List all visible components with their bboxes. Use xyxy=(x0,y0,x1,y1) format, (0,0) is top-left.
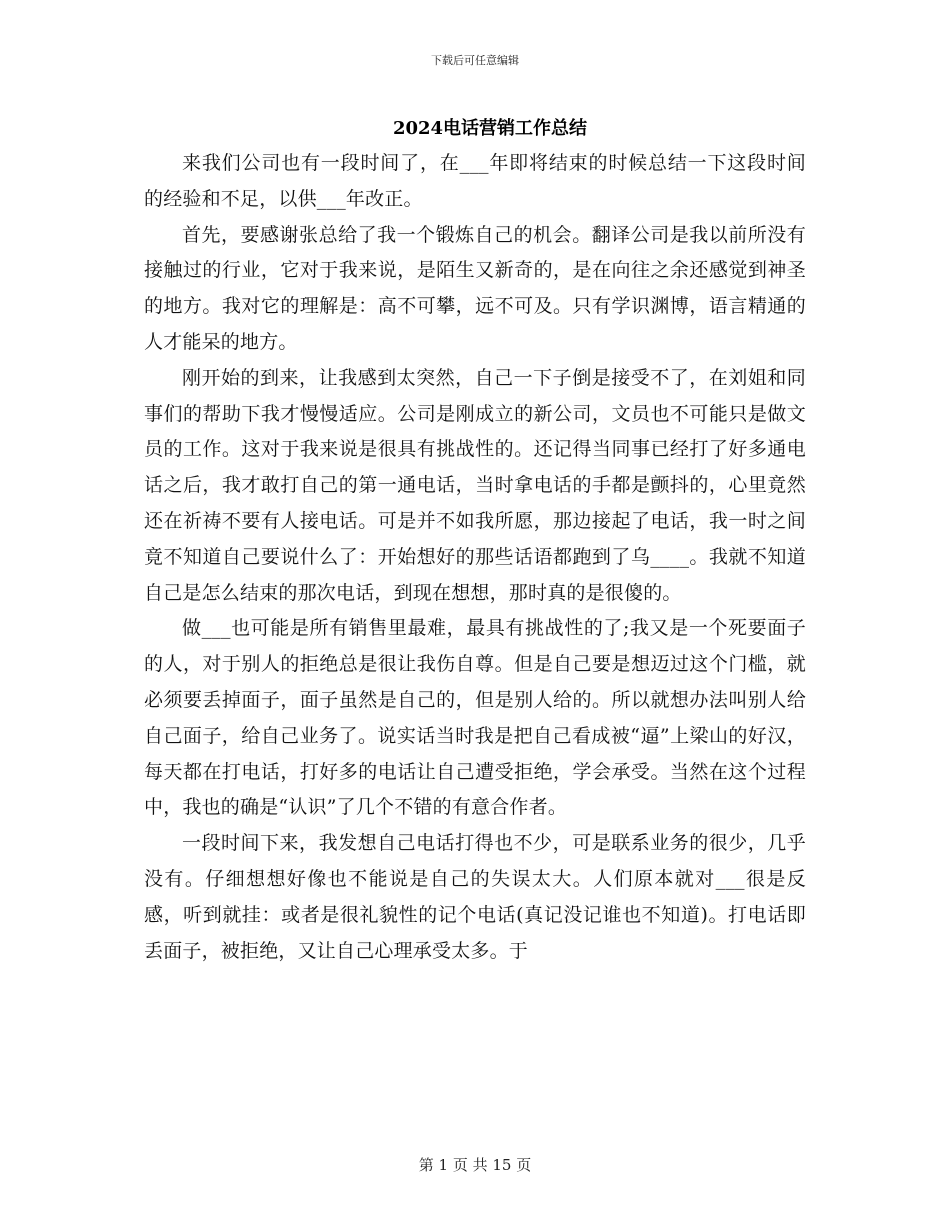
paragraph-2: 首先，要感谢张总给了我一个锻炼自己的机会。翻译公司是我以前所没有接触过的行业，它对于我来说，是陌生又新奇的，是在向往之余还感觉到神圣的地方。我对它的理解是：高不可攀，远不可及。只有学识渊博，语言精通的人才能呆的地方。 xyxy=(144,223,806,353)
document-title: 2024电话营销工作总结 xyxy=(392,118,588,139)
page-number-footer: 第 1 页 共 15 页 xyxy=(418,1156,532,1174)
paragraph-3: 刚开始的到来，让我感到太突然，自己一下子倒是接受不了，在刘姐和同事们的帮助下我才慢慢适应。公司是刚成立的新公司，文员也不可能只是做文员的工作。这对于我来说是很具有挑战性的。还记得当同事已经打了好多通电话之后，我才敢打自己的第一通电话，当时拿电话的手都是颤抖的，心里竟然还在祈祷不要有人接电话。可是并不如我所愿，那边接起了电话，我一时之间竟不知道自己要说什么了：开始想好的那些话语都跑到了乌____。我就不知道自己是怎么结束的那次电话，到现在想想，那时真的是很傻的。 xyxy=(144,366,806,604)
paragraph-4: 做___也可能是所有销售里最难，最具有挑战性的了;我又是一个死要面子的人，对于别人的拒绝总是很让我伤自尊。但是自己要是想迈过这个门槛，就必须要丢掉面子，面子虽然是自己的，但是别人给的。所以就想办法叫别人给自己面子，给自己业务了。说实话当时我是把自己看成被“逼”上梁山的好汉，每天都在打电话，打好多的电话让自己遭受拒绝，学会承受。当然在这个过程中，我也的确是“认识”了几个不错的有意合作者。 xyxy=(144,617,806,819)
document-body xyxy=(144,146,806,969)
paragraph-1: 来我们公司也有一段时间了，在___年即将结束的时候总结一下这段时间的经验和不足，以供___年改正。 xyxy=(144,152,806,210)
paragraph-5: 一段时间下来，我发想自己电话打得也不少，可是联系业务的很少，几乎没有。仔细想想好像也不能说是自己的失误太大。人们原本就对___很是反感，听到就挂：或者是很礼貌性的记个电话(真记没记谁也不知道)。打电话即丢面子，被拒绝，又让自己心理承受太多。于 xyxy=(144,832,806,962)
page-header-note: 下载后可任意编辑 xyxy=(431,54,519,67)
